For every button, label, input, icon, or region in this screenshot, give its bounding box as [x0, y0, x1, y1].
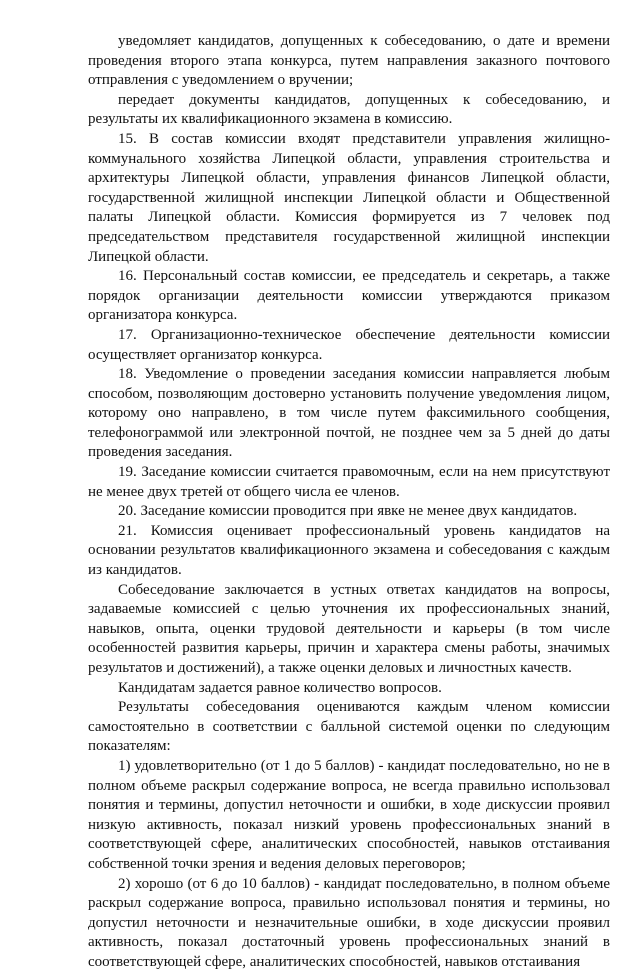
paragraph-transfer-documents: передает документы кандидатов, допущенных к собеседованию, и результаты их квалификационного экзамена в комиссию. — [88, 91, 610, 128]
paragraph-16-commission-personnel: 16. Персональный состав комиссии, ее председатель и секретарь, а также порядок организации деятельности комиссии утверждаются приказом организатора конкурса. — [88, 268, 610, 324]
paragraph-score-satisfactory: 1) удовлетворительно (от 1 до 5 баллов) - кандидат последовательно, но не в полном объеме раскрыл содержание вопроса, не всегда правильно использовал понятия и термины, допустил неточности и ошибки, в ходе дискуссии проявил низкую активность, показал низкий уровень профессиональных знаний в соответствующей сфере, аналитических способностей, навыков отстаивания собственной точки зрения и ведения деловых переговоров; — [88, 757, 610, 872]
paragraph-17-technical-support: 17. Организационно-техническое обеспечение деятельности комиссии осуществляет организатор конкурса. — [88, 326, 610, 363]
paragraph-18-meeting-notice: 18. Уведомление о проведении заседания комиссии направляется любым способом, позволяющим достоверно установить получение уведомления лицом, которому оно направлено, в том числе путем факсимильного сообщения, телефонограммой или электронной почтой, не позднее чем за 5 дней до даты проведения заседания. — [88, 366, 610, 461]
paragraph-notify-candidates: уведомляет кандидатов, допущенных к собеседованию, о дате и времени проведения второго этапа конкурса, путем направления заказного почтового отправления с уведомлением о вручении; — [88, 33, 610, 89]
paragraph-score-good: 2) хорошо (от 6 до 10 баллов) - кандидат последовательно, в полном объеме раскрыл содержание вопроса, правильно использовал понятия и термины, но допустил неточности и незначительные ошибки, в ходе дискуссии проявил активность, показал достаточный уровень профессиональных знаний в соответствующей сфере, аналитических способностей, навыков отстаивания — [88, 875, 610, 970]
paragraph-interview-description: Собеседование заключается в устных ответах кандидатов на вопросы, задаваемые комиссией с целью уточнения их профессиональных знаний, навыков, опыта, оценки трудовой деятельности и карьеры (в том числе особенностей развития карьеры, причин и характера смены работы, значимых результатов и достижений), а также оценки деловых и личностных качеств. — [88, 581, 610, 676]
paragraph-21-evaluation: 21. Комиссия оценивает профессиональный уровень кандидатов на основании результатов квалификационного экзамена и собеседования с каждым из кандидатов. — [88, 522, 610, 579]
paragraph-19-quorum: 19. Заседание комиссии считается правомочным, если на нем присутствуют не менее двух третей от общего числа ее членов. — [88, 464, 610, 500]
paragraph-equal-questions: Кандидатам задается равное количество вопросов. — [118, 679, 442, 696]
document-page — [88, 32, 610, 973]
paragraph-15-commission-composition: 15. В состав комиссии входят представители управления жилищно-коммунального хозяйства Липецкой области, управления строительства и архитектуры Липецкой области, управления финансов Липецкой области, государственной жилищной инспекции Липецкой области и Общественной палаты Липецкой области. Комиссия формируется из 7 человек под председательством представителя государственной жилищной инспекции Липецкой области. — [88, 130, 610, 265]
paragraph-scoring-intro: Результаты собеседования оцениваются каждым членом комиссии самостоятельно в соответствии с балльной системой оценки по следующим показателям: — [88, 699, 610, 755]
paragraph-20-candidate-attendance: 20. Заседание комиссии проводится при явке не менее двух кандидатов. — [118, 503, 578, 520]
